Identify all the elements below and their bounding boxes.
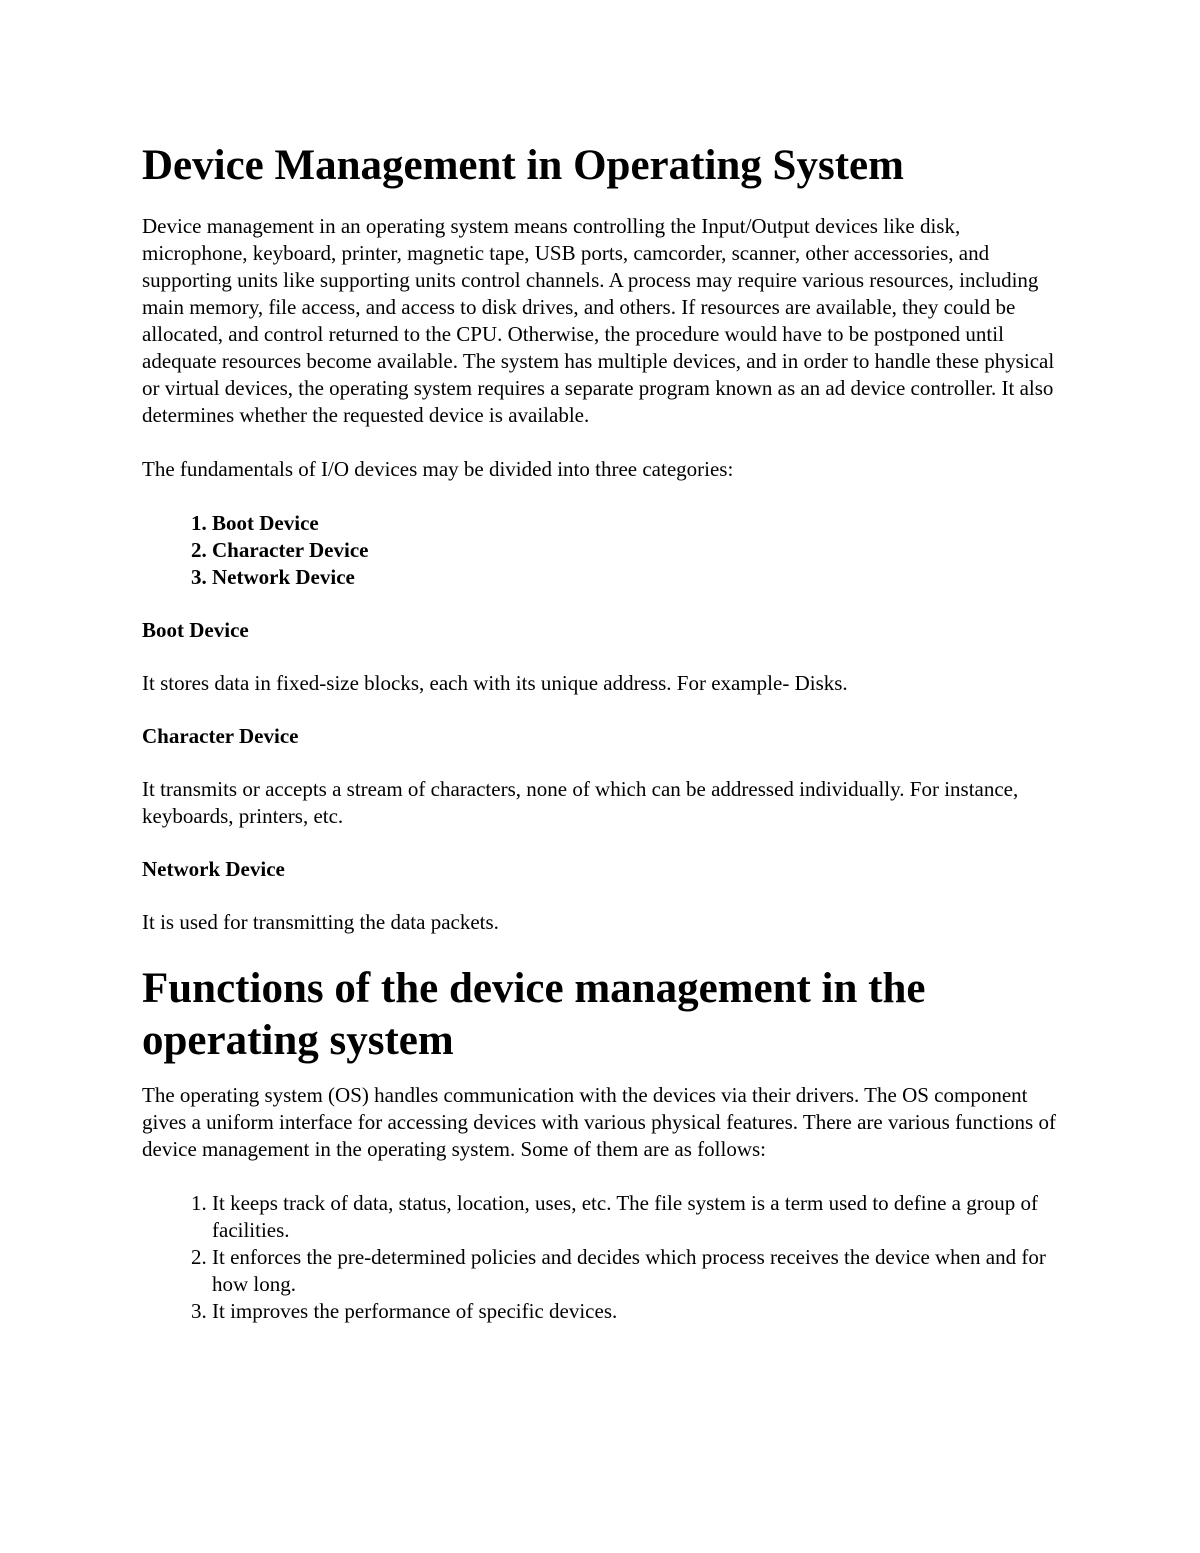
intro-paragraph: Device management in an operating system means controlling the Input/Output devices like disk, microphone, keyboard, printer, magnetic tape, USB ports, camcorder, scanner, other accessories, and supporting units like supporting units control channels. A process may require various resources, including main memory, file access, and access to disk drives, and others. If resources are available, they could be allocated, and control returned to the CPU. Otherwise, the procedure would have to be postponed until adequate resources become available. The system has multiple devices, and in order to handle these physical or virtual devices, the operating system requires a separate program known as an ad device controller. It also determines whether the requested device is available. xyxy=(142,213,1055,427)
section-text-character-device: It transmits or accepts a stream of characters, none of which can be addressed individually. For instance, keyboards, printers, etc. xyxy=(142,776,1019,828)
section-text-boot-device: It stores data in fixed-size blocks, each with its unique address. For example- Disks. xyxy=(142,670,848,695)
categories-intro: The fundamentals of I/O devices may be divided into three categories: xyxy=(142,456,734,481)
category-item: 2. Character Device xyxy=(212,537,1062,564)
function-item: 1. It keeps track of data, status, location, uses, etc. The file system is a term used to define a group of facilities. xyxy=(212,1190,1062,1244)
functions-list xyxy=(142,1190,1062,1325)
function-item: 3. It improves the performance of specific devices. xyxy=(212,1298,1062,1325)
page-title: Device Management in Operating System xyxy=(142,142,904,189)
section-text-network-device: It is used for transmitting the data packets. xyxy=(142,910,499,935)
functions-title: Functions of the device management in the operating system xyxy=(142,965,926,1064)
section-heading-character-device: Character Device xyxy=(142,723,299,748)
functions-intro: The operating system (OS) handles communication with the devices via their drivers. The OS component gives a uniform interface for accessing devices with various physical features. There are various functions of device management in the operating system. Some of them are as follows: xyxy=(142,1083,1056,1162)
document-page xyxy=(142,140,1062,1352)
categories-list xyxy=(142,510,1062,591)
category-item: 3. Network Device xyxy=(212,564,1062,591)
function-item: 2. It enforces the pre-determined policies and decides which process receives the device when and for how long. xyxy=(212,1244,1062,1298)
category-item: 1. Boot Device xyxy=(212,510,1062,537)
section-heading-boot-device: Boot Device xyxy=(142,617,249,642)
section-heading-network-device: Network Device xyxy=(142,856,285,881)
